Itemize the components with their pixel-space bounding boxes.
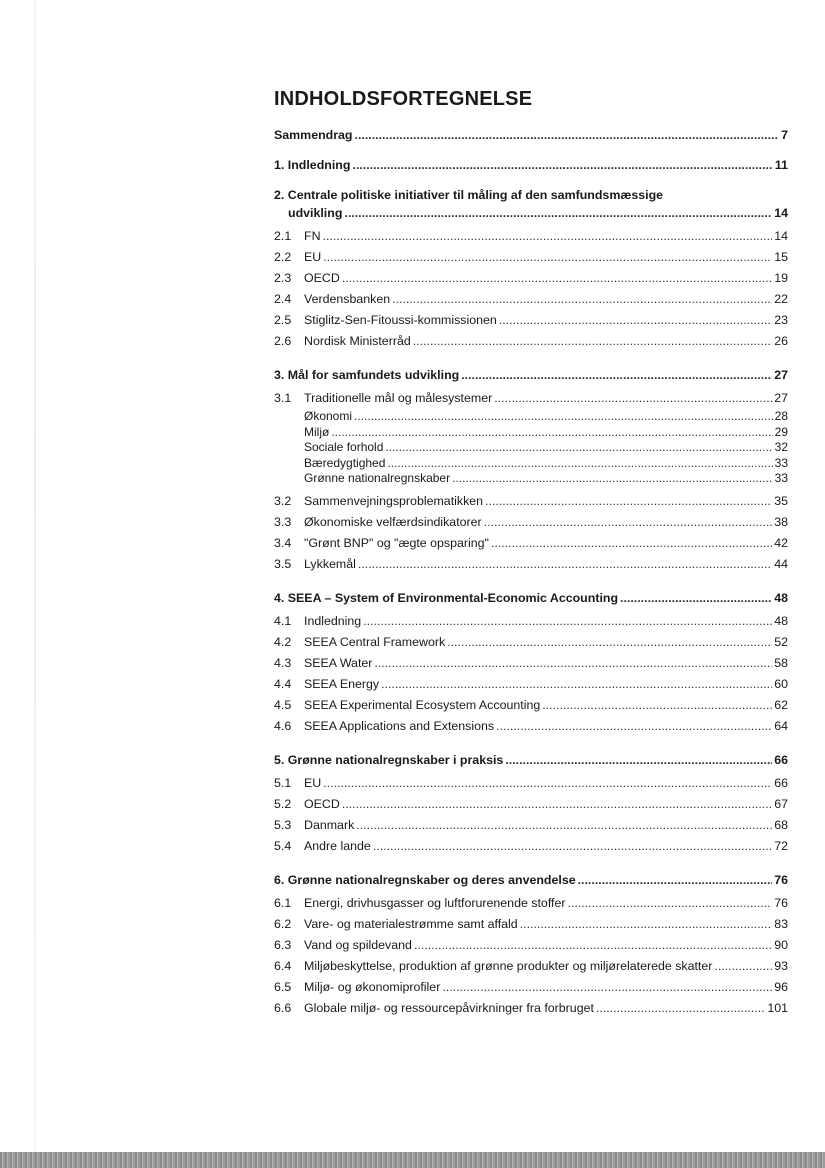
dot-leader (461, 368, 772, 382)
toc-number: 4.6 (274, 718, 292, 733)
dot-leader (714, 956, 772, 977)
toc-subentry[interactable] (274, 815, 788, 836)
toc-label: Nordisk Ministerråd (304, 334, 411, 348)
toc-subentry[interactable] (274, 289, 788, 310)
toc-number: 2.3 (274, 271, 292, 285)
toc-subentry[interactable] (274, 716, 788, 737)
toc-number: 6.2 (274, 916, 292, 931)
toc-page: 35 (774, 493, 788, 508)
toc-page: 48 (774, 613, 788, 628)
dot-leader (578, 873, 773, 887)
toc-entry-ch4[interactable] (274, 591, 788, 605)
toc-page: 27 (774, 391, 788, 405)
toc-page: 11 (774, 158, 788, 172)
toc-label-line2: udvikling (288, 206, 343, 220)
toc-entry-sammendrag[interactable] (274, 128, 788, 142)
toc-subentry[interactable] (274, 836, 788, 857)
toc-number: 5.4 (274, 838, 292, 853)
toc-number: 3.2 (274, 493, 292, 508)
dot-leader (414, 935, 772, 956)
toc-label: OECD (304, 796, 340, 811)
toc-page: 58 (774, 655, 788, 670)
dot-leader (355, 128, 780, 142)
toc-number: 6.4 (274, 958, 292, 973)
toc-label: Verdensbanken (304, 292, 391, 306)
toc-subentry[interactable] (274, 935, 788, 956)
dot-leader (363, 611, 772, 632)
toc-page: 42 (774, 535, 788, 550)
toc-label: Traditionelle mål og målesystemer (304, 391, 493, 405)
dot-leader (392, 289, 772, 310)
scan-bottom-strip (0, 1152, 825, 1168)
toc-number: 4.1 (274, 613, 292, 628)
toc-page: 64 (774, 718, 788, 733)
dot-leader (520, 914, 773, 935)
toc-label-line1: 2. Centrale politiske initiativer til måling af den samfundsmæssige (274, 188, 664, 202)
toc-section-6-list (274, 893, 788, 1019)
dot-leader (373, 836, 772, 857)
toc-page: 27 (774, 368, 788, 382)
toc-label: Sammenvejningsproblematikken (304, 493, 484, 508)
dot-leader (496, 716, 772, 737)
toc-page: 76 (774, 895, 788, 910)
dot-leader (381, 674, 772, 695)
toc-label: Andre lande (304, 838, 371, 853)
dot-leader (356, 815, 772, 836)
toc-subentry[interactable] (274, 773, 788, 794)
toc-page: 48 (774, 590, 788, 605)
toc-page: 52 (774, 634, 788, 649)
toc-section-5-list (274, 773, 788, 857)
toc-label: SEEA Water (304, 655, 373, 670)
table-of-contents (274, 128, 788, 1019)
toc-page: 66 (774, 752, 788, 767)
toc-number: 4.5 (274, 697, 292, 712)
toc-label: 3. Mål for samfundets udvikling (274, 368, 460, 382)
toc-subentry[interactable] (274, 471, 788, 487)
toc-label: Globale miljø- og ressourcepåvirkninger fra forbruget (304, 1000, 594, 1015)
toc-subentry[interactable] (274, 914, 788, 935)
toc-page: 93 (774, 958, 788, 973)
dot-leader (358, 554, 772, 575)
toc-number: 2.5 (274, 313, 292, 327)
dot-leader (620, 591, 772, 605)
toc-subentry[interactable] (274, 977, 788, 998)
toc-subentry[interactable] (274, 425, 788, 441)
toc-label: EU (304, 775, 322, 790)
toc-label: Sammendrag (274, 128, 353, 142)
toc-page: 90 (774, 937, 788, 952)
toc-page: 32 (774, 440, 788, 455)
toc-number: 4.3 (274, 655, 292, 670)
toc-entry-ch6[interactable] (274, 873, 788, 887)
toc-label: Energi, drivhusgasser og luftforurenende stoffer (304, 895, 566, 910)
toc-entry-ch5[interactable] (274, 753, 788, 767)
toc-label: Stiglitz-Sen-Fitoussi-kommissionen (304, 313, 497, 327)
toc-label: 4. SEEA – System of Environmental-Economic Accounting (274, 590, 619, 605)
toc-entry-ch3[interactable] (274, 368, 788, 382)
toc-subentry[interactable] (274, 310, 788, 331)
toc-number: 6.5 (274, 979, 292, 994)
toc-page: 83 (774, 916, 788, 931)
toc-section-3-1-sublist (274, 409, 788, 487)
toc-section-3-list-cont (274, 491, 788, 575)
dot-leader (491, 533, 772, 554)
dot-leader (323, 226, 773, 247)
toc-page: 7 (781, 128, 788, 142)
toc-subentry[interactable] (274, 533, 788, 554)
toc-subentry[interactable] (274, 388, 788, 409)
toc-subentry[interactable] (274, 998, 788, 1019)
toc-number: 5.3 (274, 817, 292, 832)
toc-page: 33 (774, 471, 788, 486)
toc-label: Indledning (304, 613, 362, 628)
toc-subentry[interactable] (274, 440, 788, 456)
toc-page: 14 (774, 229, 788, 243)
dot-leader (505, 753, 772, 767)
toc-subentry[interactable] (274, 512, 788, 533)
toc-subentry[interactable] (274, 632, 788, 653)
toc-subentry[interactable] (274, 893, 788, 914)
toc-page: 66 (774, 775, 788, 790)
toc-number: 2.1 (274, 229, 292, 243)
toc-label: SEEA Experimental Ecosystem Accounting (304, 697, 541, 712)
toc-subentry[interactable] (274, 956, 788, 977)
toc-number: 6.6 (274, 1000, 292, 1015)
toc-label: Miljøbeskyttelse, produktion af grønne produkter og miljørelaterede skatter (304, 958, 713, 973)
toc-page: 23 (774, 313, 788, 327)
toc-label: Bæredygtighed (304, 455, 386, 470)
dot-leader (447, 632, 772, 653)
toc-label: FN (304, 229, 321, 243)
dot-leader (542, 695, 772, 716)
toc-number: 3.3 (274, 514, 292, 529)
toc-section-4-list (274, 611, 788, 737)
page-title: INDHOLDSFORTEGNELSE (274, 88, 533, 110)
toc-number: 5.1 (274, 775, 292, 790)
toc-subentry[interactable] (274, 674, 788, 695)
toc-subentry[interactable] (274, 794, 788, 815)
toc-page: 96 (774, 979, 788, 994)
toc-label: Danmark (304, 817, 355, 832)
dot-leader (342, 268, 772, 289)
toc-page: 68 (774, 817, 788, 832)
toc-number: 2.2 (274, 250, 292, 264)
toc-label: Miljø (304, 424, 330, 439)
toc-number: 6.3 (274, 937, 292, 952)
toc-subentry[interactable] (274, 409, 788, 425)
toc-label: Sociale forhold (304, 440, 384, 455)
dot-leader (342, 794, 772, 815)
toc-label: 6. Grønne nationalregnskaber og deres anvendelse (274, 872, 576, 887)
toc-label: Økonomiske velfærdsindikatorer (304, 514, 482, 529)
dot-leader (568, 893, 773, 914)
toc-label: SEEA Applications and Extensions (304, 718, 495, 733)
dot-leader (323, 247, 772, 268)
toc-subentry[interactable] (274, 653, 788, 674)
dot-leader (494, 388, 772, 409)
scan-edge-mark (34, 0, 36, 1168)
toc-subentry[interactable] (274, 247, 788, 268)
toc-subentry[interactable] (274, 491, 788, 512)
toc-page: 28 (774, 409, 788, 423)
toc-number: 4.2 (274, 634, 292, 649)
toc-page: 72 (774, 838, 788, 853)
toc-subentry[interactable] (274, 331, 788, 352)
dot-leader (484, 512, 773, 533)
toc-subentry[interactable] (274, 226, 788, 247)
toc-subentry[interactable] (274, 554, 788, 575)
toc-page: 38 (774, 514, 788, 529)
toc-number: 3.1 (274, 391, 292, 405)
toc-number: 3.5 (274, 556, 292, 571)
toc-label: SEEA Energy (304, 676, 380, 691)
dot-leader (442, 977, 772, 998)
dot-leader (352, 158, 772, 172)
toc-subentry[interactable] (274, 695, 788, 716)
toc-label: EU (304, 250, 322, 264)
dot-leader (485, 491, 772, 512)
toc-entry-ch1[interactable] (274, 158, 788, 172)
toc-section-3-list (274, 388, 788, 409)
toc-page: 26 (774, 334, 788, 348)
toc-page: 22 (774, 292, 788, 306)
toc-number: 5.2 (274, 796, 292, 811)
toc-label: Økonomi (304, 409, 353, 423)
toc-label: 1. Indledning (274, 158, 351, 172)
toc-number: 2.4 (274, 292, 292, 306)
toc-page: 15 (774, 250, 788, 264)
dot-leader (452, 471, 773, 487)
dot-leader (331, 425, 772, 441)
toc-number: 3.4 (274, 535, 292, 550)
toc-label: Vand og spildevand (304, 937, 412, 952)
toc-label: Vare- og materialestrømme samt affald (304, 916, 518, 931)
toc-entry-ch2[interactable] (274, 188, 788, 220)
toc-label: Lykkemål (304, 556, 356, 571)
toc-page: 76 (774, 872, 788, 887)
dot-leader (387, 456, 772, 472)
toc-label: Grønne nationalregnskaber (304, 471, 451, 486)
dot-leader (354, 409, 773, 425)
toc-label: SEEA Central Framework (304, 634, 446, 649)
dot-leader (344, 206, 772, 220)
toc-page: 29 (774, 424, 788, 439)
toc-label: OECD (304, 271, 340, 285)
toc-number: 4.4 (274, 676, 292, 691)
toc-page: 62 (774, 697, 788, 712)
toc-label: 5. Grønne nationalregnskaber i praksis (274, 752, 504, 767)
dot-leader (413, 331, 772, 352)
toc-page: 60 (774, 676, 788, 691)
toc-label: "Grønt BNP" og "ægte opsparing" (304, 535, 489, 550)
toc-page: 44 (774, 556, 788, 571)
toc-number: 6.1 (274, 895, 292, 910)
toc-number: 2.6 (274, 334, 292, 348)
toc-page: 19 (774, 271, 788, 285)
toc-page: 14 (774, 206, 788, 220)
toc-label-line2-row (274, 206, 788, 220)
toc-page: 67 (774, 796, 788, 811)
dot-leader (374, 653, 772, 674)
toc-subentry[interactable] (274, 456, 788, 472)
toc-page: 33 (774, 455, 788, 470)
toc-subentry[interactable] (274, 268, 788, 289)
toc-label: Miljø- og økonomiprofiler (304, 979, 441, 994)
toc-section-2-list (274, 226, 788, 352)
dot-leader (323, 773, 772, 794)
dot-leader (385, 440, 772, 456)
dot-leader (499, 310, 772, 331)
dot-leader (596, 998, 765, 1019)
toc-subentry[interactable] (274, 611, 788, 632)
toc-page: 101 (767, 1000, 788, 1015)
